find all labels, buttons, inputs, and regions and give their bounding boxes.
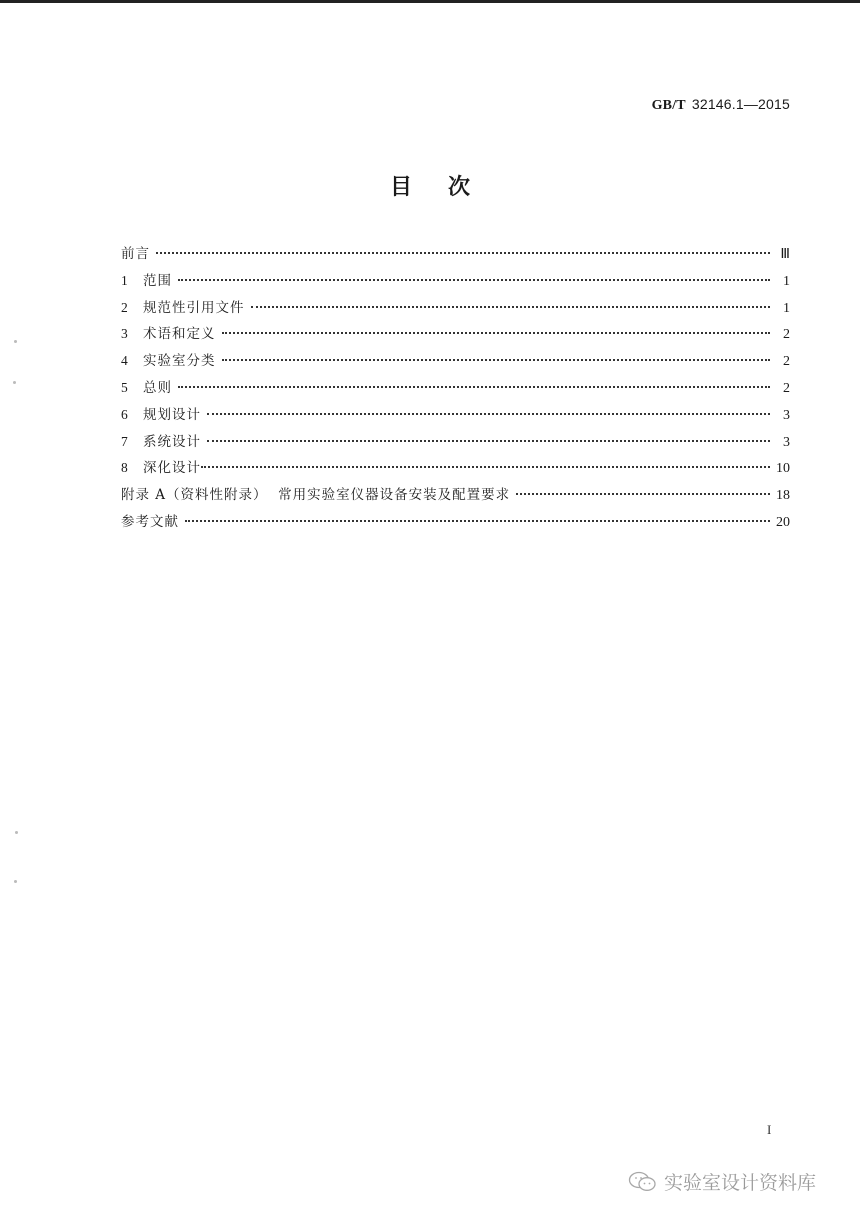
toc-page: 1 xyxy=(783,273,790,289)
dot-leader xyxy=(222,332,771,334)
toc-page: 2 xyxy=(783,327,790,343)
toc-entry-5[interactable] xyxy=(121,376,790,403)
scan-speck xyxy=(15,831,18,834)
dot-leader xyxy=(207,440,770,442)
toc-page: 18 xyxy=(776,488,790,504)
dot-leader xyxy=(156,252,770,254)
watermark-text: 实验室设计资料库 xyxy=(664,1172,817,1194)
toc-page: 3 xyxy=(783,407,790,423)
page-folio: I xyxy=(767,1122,772,1137)
standard-number: 32146.1—2015 xyxy=(691,96,790,112)
toc-entry-4[interactable] xyxy=(121,349,790,376)
toc-entry-8[interactable] xyxy=(121,456,790,483)
dot-leader xyxy=(185,520,770,522)
toc-entry-1[interactable] xyxy=(121,269,790,296)
toc-page: Ⅲ xyxy=(780,247,790,262)
page-title: 目次 xyxy=(389,175,506,200)
dot-leader xyxy=(251,306,771,308)
toc-entry-6[interactable] xyxy=(121,403,790,430)
toc-number: 6 xyxy=(121,406,128,422)
toc-number: 7 xyxy=(121,433,128,449)
toc-label: 深化设计 xyxy=(143,460,201,477)
toc-page: 2 xyxy=(783,380,790,396)
toc-entry-preface[interactable] xyxy=(121,242,790,269)
toc-number: 8 xyxy=(121,460,128,476)
dot-leader xyxy=(178,279,770,281)
toc-page: 1 xyxy=(783,300,790,316)
scan-speck xyxy=(14,880,17,883)
toc-label: 附录 A（资料性附录） 常用实验室仪器设备安装及配置要求 xyxy=(121,487,511,504)
toc-entry-3[interactable] xyxy=(121,322,790,349)
dot-leader xyxy=(222,359,771,361)
toc-number: 4 xyxy=(121,353,128,369)
toc-label: 实验室分类 xyxy=(143,353,216,370)
scan-speck xyxy=(13,381,16,384)
dot-leader xyxy=(516,493,770,495)
toc-number: 3 xyxy=(121,326,128,342)
toc-entry-appendix-a[interactable] xyxy=(121,483,790,510)
toc-label: 前言 xyxy=(121,246,150,262)
toc-label: 规划设计 xyxy=(143,406,201,423)
toc-label: 规范性引用文件 xyxy=(143,299,245,316)
scan-top-edge xyxy=(0,0,860,3)
toc-number: 2 xyxy=(121,299,128,315)
dot-leader xyxy=(207,413,770,415)
table-of-contents xyxy=(121,242,790,537)
watermark xyxy=(628,1168,816,1195)
toc-label: 总则 xyxy=(143,379,172,396)
toc-label: 术语和定义 xyxy=(143,326,216,343)
wechat-icon xyxy=(628,1170,658,1194)
toc-entry-7[interactable] xyxy=(121,430,790,457)
toc-number: 1 xyxy=(121,272,128,288)
toc-page: 3 xyxy=(783,434,790,450)
dot-leader xyxy=(178,386,770,388)
standard-prefix: GB/T xyxy=(651,98,686,113)
toc-entry-2[interactable] xyxy=(121,296,790,323)
toc-label: 范围 xyxy=(143,272,172,289)
toc-number: 5 xyxy=(121,379,128,395)
toc-entry-references[interactable] xyxy=(121,510,790,537)
scan-speck xyxy=(14,340,17,343)
toc-label: 参考文献 xyxy=(121,513,179,530)
toc-page: 10 xyxy=(776,461,790,477)
dot-leader xyxy=(201,466,770,468)
toc-page: 2 xyxy=(783,354,790,370)
toc-label: 系统设计 xyxy=(143,433,201,450)
toc-page: 20 xyxy=(776,514,790,530)
standard-code xyxy=(652,96,790,114)
